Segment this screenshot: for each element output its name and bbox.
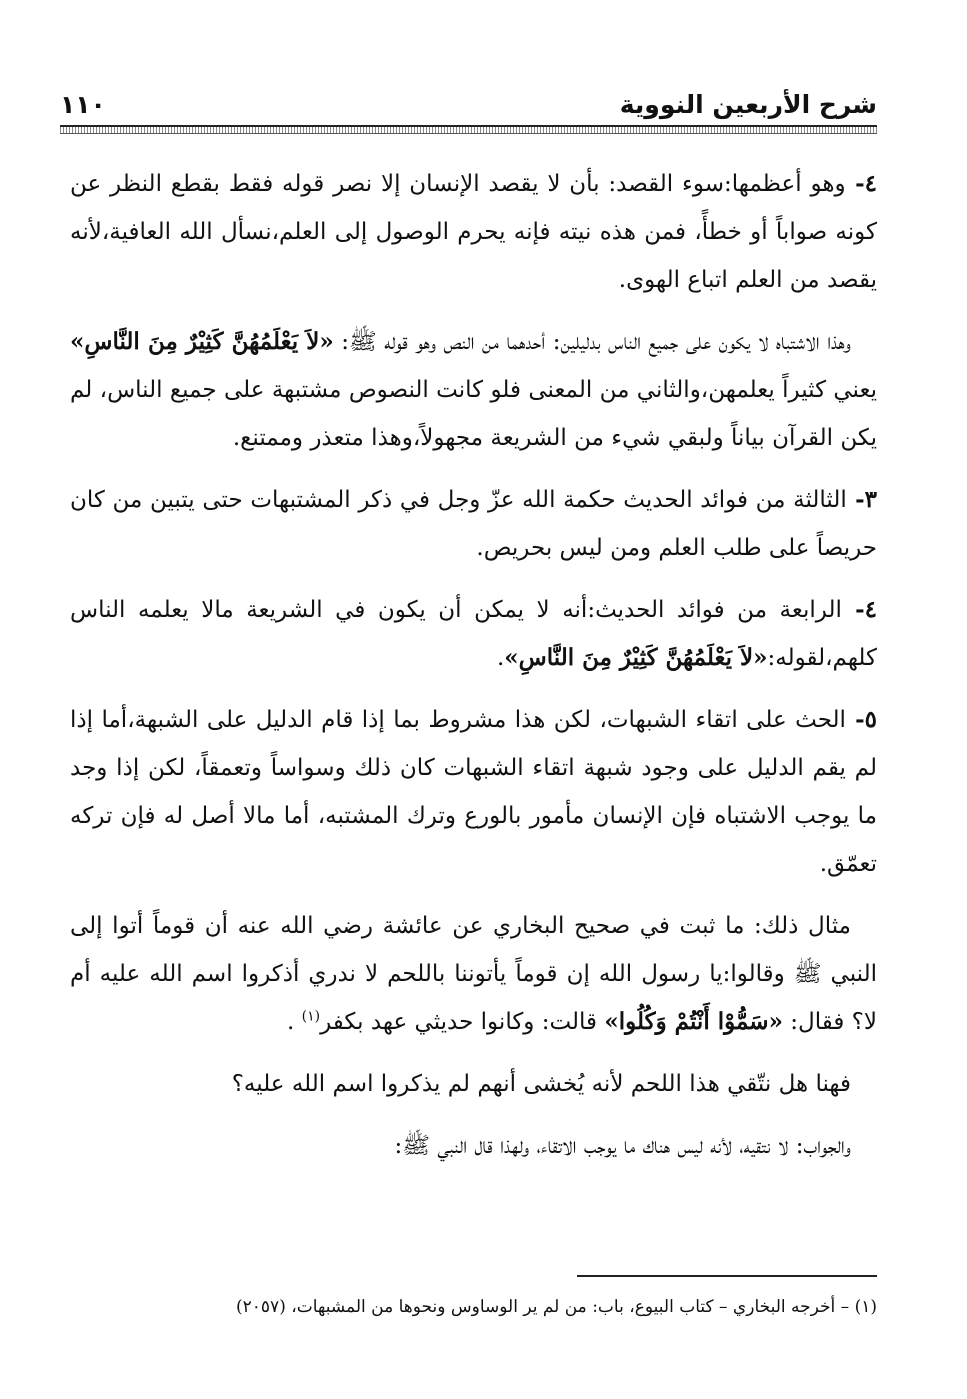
paragraph-text: يعني كثيراً يعلمهن،والثاني من المعنى فلو كانت النصوص مشتبهة على جميع الناس، لم يكن القرآن بياناً ولبقي شيء من الشريعة مجهولاً،وهذا متعذر وممتنع.	[70, 377, 877, 451]
body-text	[70, 160, 877, 1184]
hadith-quote: «لاَ يَعْلَمُهُنَّ كَثِيْرٌ مِنَ النَّاسِ»	[504, 644, 768, 671]
point-number: ٤-	[845, 170, 877, 197]
paragraph-text: والجواب: لا نتقيه، لأنه ليس هناك ما يوجب الاتقاء، ولهذا قال النبي ﷺ:	[394, 1133, 851, 1159]
header-rule	[60, 125, 877, 134]
footnote	[70, 1292, 877, 1322]
paragraph-text: مثال ذلك: ما ثبت في صحيح البخاري عن عائشة رضي الله عنه أن قوماً أتوا إلى النبي ﷺ وقالوا:يا رسول الله إن قوماً يأتوننا باللحم لا ندري أذكروا اسم الله عليه أم لا؟ فقال:	[70, 913, 877, 1035]
paragraph-text: الحث على اتقاء الشبهات، لكن هذا مشروط بما إذا قام الدليل على الشبهة،أما إذا لم يقم الدليل على وجود شبهة اتقاء الشبهات كان ذلك وسواساً وتعمقاً، لكن إذا وجد ما يوجب الاشتباه فإن الإنسان مأمور بالورع وترك المشتبه، أما مالا أصل له فإن تركه تعمّق.	[70, 707, 877, 877]
paragraph-point-4b	[70, 586, 877, 682]
footnote-rule	[577, 1275, 877, 1277]
footnote-text: (١) – أخرجه البخاري – كتاب البيوع، باب: من لم ير الوساوس ونحوها من المشبهات، (٢٠٥٧)	[236, 1297, 877, 1317]
paragraph-example	[70, 902, 877, 1046]
paragraph-text: وهذا الاشتباه لا يكون على جميع الناس بدليلين: أحدهما من النص وهو قوله ﷺ:	[333, 329, 852, 355]
paragraph-text: .	[287, 1009, 302, 1035]
paragraph-answer	[70, 1122, 877, 1170]
paragraph-point-5	[70, 696, 877, 888]
paragraph-text: فهنا هل نتّقي هذا اللحم لأنه يُخشى أنهم لم يذكروا اسم الله عليه؟	[231, 1071, 851, 1097]
running-title: شرح الأربعين النووية	[619, 90, 877, 119]
paragraph-question	[70, 1060, 877, 1108]
hadith-quote: «سَمُّوْا أَنْتُمْ وَكُلُوا»	[604, 1008, 783, 1035]
page-number: ١١٠	[60, 90, 106, 119]
paragraph-text: قالت: وكانوا حديثي عهد بكفر	[320, 1009, 605, 1035]
paragraph-text: .	[496, 645, 505, 671]
paragraph-text: الرابعة من فوائد الحديث:أنه لا يمكن أن يكون في الشريعة مالا يعلمه الناس كلهم،لقوله:	[70, 597, 877, 671]
point-number: ٥-	[845, 706, 878, 733]
paragraph-text: الثالثة من فوائد الحديث حكمة الله عزّ وجل في ذكر المشتبهات حتى يتبين من كان حريصاً على طلب العلم ومن ليس بحريص.	[70, 487, 877, 561]
point-number: ٤-	[841, 596, 877, 623]
footnote-reference[interactable]: (١)	[301, 1008, 321, 1025]
paragraph-ambiguity-evidence	[70, 318, 877, 462]
point-number: ٣-	[846, 486, 877, 513]
paragraph-text: وهو أعظمها:سوء القصد: بأن لا يقصد الإنسان إلا نصر قوله فقط بقطع النظر عن كونه صواباً أو خطأً، فمن هذه نيته فإنه يحرم الوصول إلى العلم،نسأل الله العافية،لأنه يقصد من العلم اتباع الهوى.	[70, 171, 877, 293]
page-header	[60, 82, 877, 122]
hadith-quote: «لاَ يَعْلَمُهُنَّ كَثِيْرٌ مِنَ النَّاسِ»	[70, 328, 334, 355]
paragraph-point-4a	[70, 160, 877, 304]
paragraph-point-3	[70, 476, 877, 572]
